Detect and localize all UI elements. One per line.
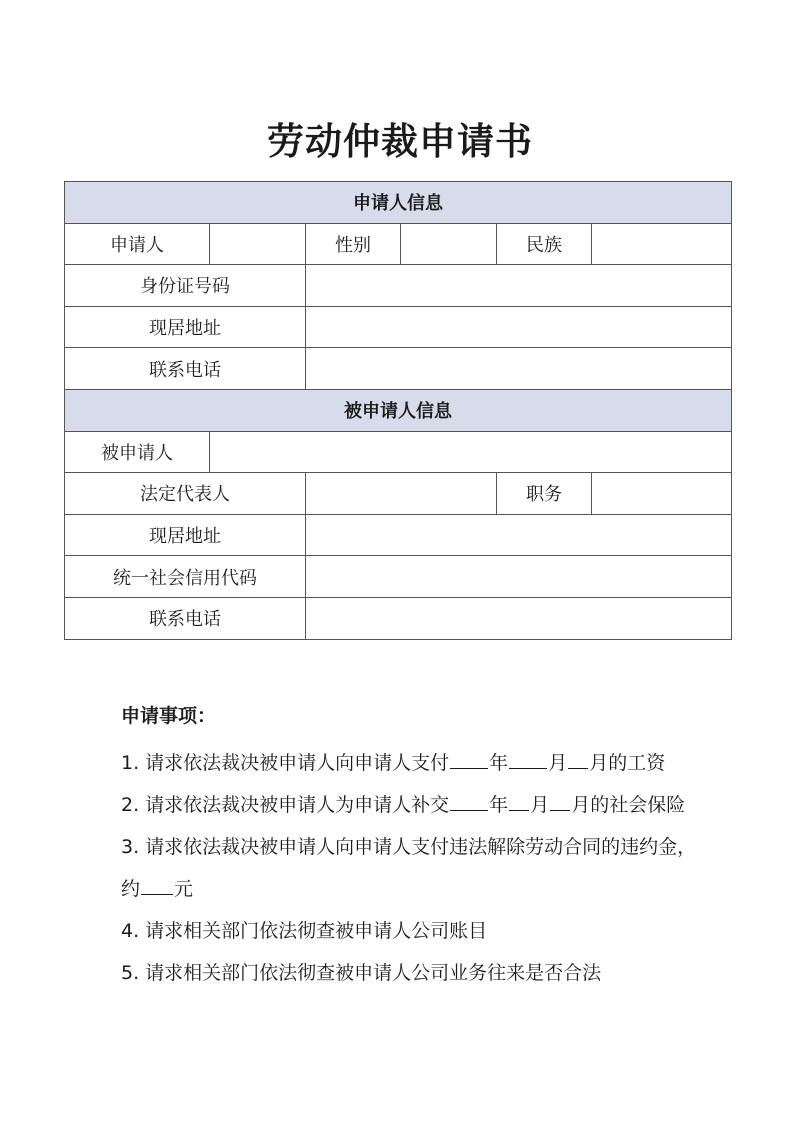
respondent-address-field[interactable] — [306, 514, 732, 556]
matters-heading: 申请事项： — [121, 705, 217, 727]
matter-item-1-month: 月 — [548, 752, 568, 774]
respondent-name-label: 被申请人 — [65, 431, 210, 473]
applicant-ethnicity-field[interactable] — [592, 223, 732, 265]
applicant-gender-label: 性别 — [306, 223, 401, 265]
matter-item-3-prefix: 3. 请求依法裁决被申请人向申请人支付违法解除劳动合同的违约金，约 — [121, 836, 697, 900]
applicant-id-row — [65, 265, 732, 307]
matter-item-5: 5. 请求相关部门依法彻查被申请人公司业务往来是否合法 — [121, 962, 602, 984]
respondent-address-row — [65, 514, 732, 556]
respondent-position-field[interactable] — [592, 473, 732, 515]
month-blank[interactable] — [568, 767, 588, 769]
applicant-name-field[interactable] — [210, 223, 306, 265]
respondent-credit-code-label: 统一社会信用代码 — [65, 556, 306, 598]
applicant-basic-row — [65, 223, 732, 265]
applicant-section-title: 申请人信息 — [65, 182, 732, 224]
matter-item-3 — [121, 826, 701, 910]
respondent-credit-code-row — [65, 556, 732, 598]
matter-item-1 — [121, 742, 701, 784]
year-blank[interactable] — [450, 767, 488, 769]
respondent-name-row — [65, 431, 732, 473]
matter-item-2-prefix: 2. 请求依法裁决被申请人为申请人补交 — [121, 794, 450, 816]
matter-item-1-suffix: 月的工资 — [589, 752, 666, 774]
year-blank[interactable] — [450, 809, 488, 811]
amount-blank[interactable] — [141, 893, 173, 895]
application-matters — [121, 700, 701, 994]
respondent-legal-rep-field[interactable] — [306, 473, 497, 515]
month-blank[interactable] — [550, 809, 570, 811]
application-form-table — [64, 181, 732, 640]
matter-item-2-suffix: 月的社会保险 — [571, 794, 686, 816]
document-title: 劳动仲裁申请书 — [267, 120, 533, 163]
respondent-name-field[interactable] — [210, 431, 732, 473]
applicant-ethnicity-label: 民族 — [497, 223, 592, 265]
applicant-gender-field[interactable] — [401, 223, 497, 265]
applicant-phone-label: 联系电话 — [65, 348, 306, 390]
applicant-address-label: 现居地址 — [65, 306, 306, 348]
respondent-phone-label: 联系电话 — [65, 597, 306, 639]
applicant-phone-row — [65, 348, 732, 390]
respondent-phone-field[interactable] — [306, 597, 732, 639]
matter-item-4: 4. 请求相关部门依法彻查被申请人公司账目 — [121, 920, 488, 942]
applicant-section-row — [65, 182, 732, 224]
month-blank[interactable] — [509, 767, 547, 769]
matter-item-1-year: 年 — [489, 752, 509, 774]
respondent-section-title: 被申请人信息 — [65, 389, 732, 431]
respondent-position-label: 职务 — [497, 473, 592, 515]
applicant-phone-field[interactable] — [306, 348, 732, 390]
matter-item-2-month: 月 — [530, 794, 550, 816]
month-blank[interactable] — [509, 809, 529, 811]
respondent-credit-code-field[interactable] — [306, 556, 732, 598]
applicant-name-label: 申请人 — [65, 223, 210, 265]
applicant-address-row — [65, 306, 732, 348]
matter-item-3-suffix: 元 — [174, 878, 194, 900]
applicant-id-field[interactable] — [306, 265, 732, 307]
applicant-id-label: 身份证号码 — [65, 265, 306, 307]
respondent-legal-rep-row — [65, 473, 732, 515]
respondent-address-label: 现居地址 — [65, 514, 306, 556]
matter-item-1-prefix: 1. 请求依法裁决被申请人向申请人支付 — [121, 752, 450, 774]
applicant-address-field[interactable] — [306, 306, 732, 348]
matter-item-2-year: 年 — [489, 794, 509, 816]
respondent-section-row — [65, 389, 732, 431]
respondent-phone-row — [65, 597, 732, 639]
matter-item-2 — [121, 784, 701, 826]
respondent-legal-rep-label: 法定代表人 — [65, 473, 306, 515]
